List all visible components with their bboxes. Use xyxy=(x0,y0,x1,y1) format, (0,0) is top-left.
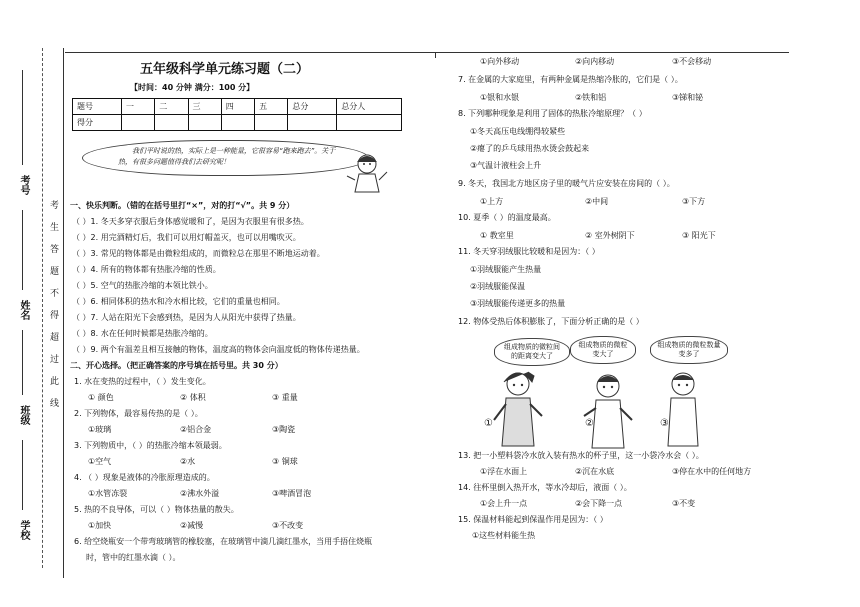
q1-option-3: ③ 重量 xyxy=(272,393,298,402)
q14-option-1: ①会上升一点 xyxy=(480,499,528,508)
student-girl-icon xyxy=(488,368,548,448)
margin-border xyxy=(63,48,64,578)
exam-no-label: 考号 xyxy=(18,175,29,195)
q6-option-3: ③不会移动 xyxy=(672,57,712,66)
score-input[interactable] xyxy=(255,115,288,131)
q11-option-2: ②羽绒服能保温 xyxy=(470,282,526,291)
q11-option-3: ③羽绒服能传递更多的热量 xyxy=(470,299,566,308)
score-input[interactable] xyxy=(221,115,254,131)
question-2[interactable]: 2. 下列物体，最容易传热的是（ ）。 xyxy=(74,409,203,418)
question-14[interactable]: 14. 往杯里倒入热开水，等水冷却后，液面（ ）。 xyxy=(458,483,632,492)
judge-item[interactable]: （ ）8. 水在任何时候都是热胀冷缩的。 xyxy=(72,329,213,338)
top-rule xyxy=(65,52,789,53)
q9-option-3: ③下方 xyxy=(682,197,706,206)
exam-info: 【时间：40 分钟 满分：100 分】 xyxy=(130,83,255,92)
q7-option-1: ①银和水银 xyxy=(480,93,520,102)
q13-option-1: ①浮在水面上 xyxy=(480,467,528,476)
question-15[interactable]: 15. 保温材料能起到保温作用是因为：（ ） xyxy=(458,515,608,524)
binding-line xyxy=(42,48,43,568)
question-5[interactable]: 5. 热的不良导体，可以（ ）物体热量的散失。 xyxy=(74,505,239,514)
section1-heading: 一、快乐判断。（错的在括号里打“×”，对的打“√”。共 9 分） xyxy=(70,201,295,210)
q12-label-3: ③ xyxy=(660,418,669,429)
q5-option-3: ③不改变 xyxy=(272,521,304,530)
section2-heading: 二、开心选择。（把正确答案的序号填在括号里。共 30 分） xyxy=(70,361,283,370)
class-blank xyxy=(22,330,23,395)
score-input[interactable] xyxy=(121,115,154,131)
q6-option-1: ①向外移动 xyxy=(480,57,520,66)
q8-option-1: ①冬天高压电线绷得较紧些 xyxy=(470,127,566,136)
score-table xyxy=(72,98,402,131)
name-blank xyxy=(22,210,23,290)
question-11[interactable]: 11. 冬天穿羽绒服比较暖和是因为：（ ） xyxy=(458,247,600,256)
score-cell: 五 xyxy=(255,99,288,115)
q10-option-2: ② 室外树阴下 xyxy=(585,231,635,240)
q9-option-1: ①上方 xyxy=(480,197,504,206)
score-header-row xyxy=(73,99,402,115)
q12-bubble-1: 组成物质的微粒间的距离变大了 xyxy=(494,338,570,366)
q6-option-2: ②向内移动 xyxy=(575,57,615,66)
score-cell: 三 xyxy=(188,99,221,115)
score-cell: 总分人 xyxy=(337,99,402,115)
score-input[interactable] xyxy=(337,115,402,131)
judge-item[interactable]: （ ）6. 相同体积的热水和冷水相比较，它们的重量也相同。 xyxy=(72,297,285,306)
q4-option-3: ③啤酒冒泡 xyxy=(272,489,312,498)
q2-option-1: ①玻璃 xyxy=(88,425,112,434)
q12-label-1: ① xyxy=(484,418,493,429)
judge-item[interactable]: （ ）7. 人站在阳光下会感到热，是因为人从阳光中获得了热量。 xyxy=(72,313,301,322)
question-12[interactable]: 12. 物体受热后体积膨胀了，下面分析正确的是（ ） xyxy=(458,317,644,326)
q1-option-2: ② 体积 xyxy=(180,393,206,402)
name-label: 姓名 xyxy=(18,300,29,320)
q12-label-2: ② xyxy=(585,418,594,429)
q2-option-2: ②铝合金 xyxy=(180,425,212,434)
q13-option-3: ③停在水中的任何地方 xyxy=(672,467,752,476)
q3-option-1: ①空气 xyxy=(88,457,112,466)
q9-option-2: ②中间 xyxy=(585,197,609,206)
q11-option-1: ①羽绒服能产生热量 xyxy=(470,265,542,274)
column-tick xyxy=(435,52,436,58)
q12-bubble-2: 组成物质的微粒变大了 xyxy=(570,336,636,364)
score-row-label: 得分 xyxy=(73,115,122,131)
score-cell: 四 xyxy=(221,99,254,115)
score-input[interactable] xyxy=(155,115,188,131)
q15-option-1: ①这些材料能生热 xyxy=(472,531,536,540)
question-6-cont: 时，管中的红墨水滴（ ）。 xyxy=(86,553,181,562)
q12-bubble-3: 组成物质的微粒数量变多了 xyxy=(650,336,728,364)
q7-option-2: ②铁和铝 xyxy=(575,93,607,102)
q3-option-3: ③ 铜球 xyxy=(272,457,298,466)
q5-option-2: ②减慢 xyxy=(180,521,204,530)
question-4[interactable]: 4. （ ）现象是液体的冷胀原理造成的。 xyxy=(74,473,215,482)
school-blank xyxy=(22,440,23,510)
exam-no-blank xyxy=(22,70,23,165)
intro-text-2: 热，有很多问题值得我们去研究呢！ xyxy=(118,158,230,166)
q5-option-1: ①加快 xyxy=(88,521,112,530)
question-7[interactable]: 7. 在金属的大家庭里，有两种金属是热缩冷胀的，它们是（ ）。 xyxy=(458,75,683,84)
judge-item[interactable]: （ ）5. 空气的热胀冷缩的本领比铁小。 xyxy=(72,281,213,290)
question-9[interactable]: 9. 冬天，我国北方地区房子里的暖气片应安装在房间的（ ）。 xyxy=(458,179,675,188)
q7-option-3: ③锑和铋 xyxy=(672,93,704,102)
judge-item[interactable]: （ ）2. 用完酒精灯后，我们可以用灯帽盖灭，也可以用嘴吹灭。 xyxy=(72,233,301,242)
q3-option-2: ②水 xyxy=(180,457,196,466)
q14-option-3: ③不变 xyxy=(672,499,696,508)
score-cell: 总分 xyxy=(288,99,337,115)
q10-option-1: ① 教室里 xyxy=(480,231,514,240)
q14-option-2: ②会下降一点 xyxy=(575,499,623,508)
question-8[interactable]: 8. 下列哪种现象是利用了固体的热胀冷缩原理？（ ） xyxy=(458,109,647,118)
page-title: 五年级科学单元练习题（二） xyxy=(140,62,310,77)
q8-option-3: ③气温计液柱会上升 xyxy=(470,161,542,170)
judge-item[interactable]: （ ）1. 冬天多穿衣服后身体感觉暖和了，是因为衣服里有很多热。 xyxy=(72,217,309,226)
question-3[interactable]: 3. 下列物质中，（ ）的热胀冷缩本领最弱。 xyxy=(74,441,227,450)
question-13[interactable]: 13. 把一小塑料袋冷水放入装有热水的杯子里，这一小袋冷水会（ ）。 xyxy=(458,451,704,460)
score-input[interactable] xyxy=(188,115,221,131)
student-boy-icon xyxy=(580,370,640,450)
q1-option-1: ① 颜色 xyxy=(88,393,114,402)
judge-item[interactable]: （ ）4. 所有的物体都有热胀冷缩的性质。 xyxy=(72,265,221,274)
score-cell: 题号 xyxy=(73,99,122,115)
q10-option-3: ③ 阳光下 xyxy=(682,231,716,240)
q2-option-3: ③陶瓷 xyxy=(272,425,296,434)
score-input[interactable] xyxy=(288,115,337,131)
girl-icon xyxy=(345,150,390,195)
question-6[interactable]: 6. 给空烧瓶安一个带弯玻璃管的橡胶塞，在玻璃管中滴几滴红墨水，当用手捂住烧瓶 xyxy=(74,537,373,546)
question-1[interactable]: 1. 水在变热的过程中，（ ）发生变化。 xyxy=(74,377,211,386)
judge-item[interactable]: （ ）9. 两个有温差且相互接触的物体，温度高的物体会向温度低的物体传递热量。 xyxy=(72,345,365,354)
intro-text-1: 我们平时说的热，实际上是一种能量，它很容易“跑来跑去”。关于 xyxy=(132,147,336,155)
q8-option-2: ②瘪了的乒乓球用热水烫会鼓起来 xyxy=(470,144,590,153)
school-label: 学校 xyxy=(18,520,29,540)
question-10[interactable]: 10. 夏季（ ）的温度最高。 xyxy=(458,213,556,222)
q13-option-2: ②沉在水底 xyxy=(575,467,615,476)
class-label: 班级 xyxy=(18,405,29,425)
q4-option-2: ②沸水外溢 xyxy=(180,489,220,498)
score-cell: 一 xyxy=(121,99,154,115)
q4-option-1: ①水管冻裂 xyxy=(88,489,128,498)
student-man-icon xyxy=(658,368,708,448)
judge-item[interactable]: （ ）3. 常见的物体都是由微粒组成的，而微粒总在那里不断地运动着。 xyxy=(72,249,325,258)
margin-warning: 考生答题不得超过此线 xyxy=(48,200,58,420)
score-cell: 二 xyxy=(155,99,188,115)
score-value-row xyxy=(73,115,402,131)
